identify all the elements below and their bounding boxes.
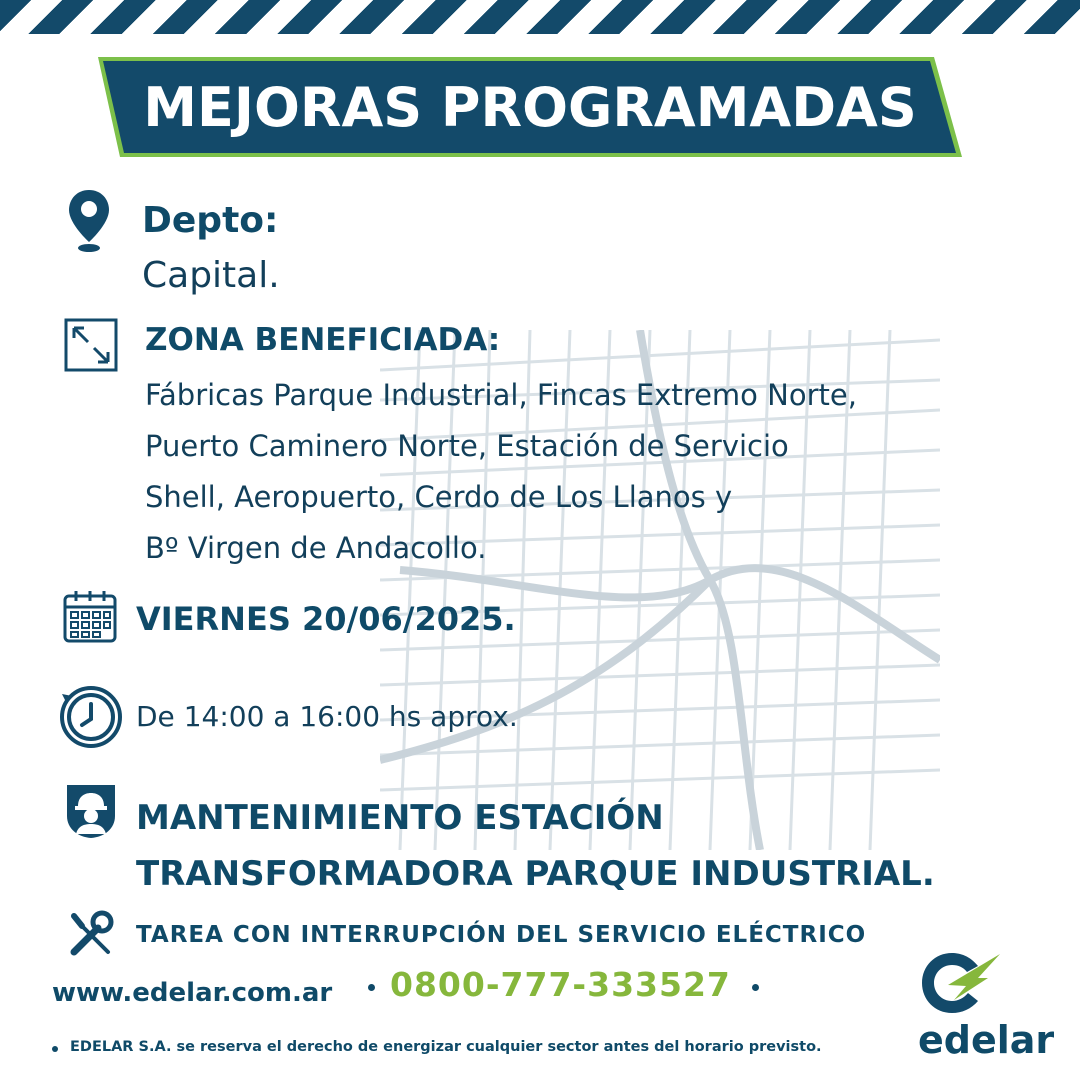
tools-icon <box>68 910 116 958</box>
depto-value: Capital. <box>142 255 280 296</box>
brand-name: edelar <box>918 1018 1055 1062</box>
zona-label: ZONA BENEFICIADA: <box>145 322 501 358</box>
zona-line: Shell, Aeropuerto, Cerdo de Los Llanos y <box>145 480 733 514</box>
edelar-logo-icon <box>918 948 1004 1018</box>
separator-dot <box>368 984 375 991</box>
zona-list <box>145 370 857 574</box>
worker-shield-icon <box>64 782 118 840</box>
phone-number[interactable]: 0800-777-333527 <box>390 965 731 1004</box>
work-description <box>136 790 935 902</box>
footnote: EDELAR S.A. se reserva el derecho de energizar cualquier sector antes del horario previsto. <box>70 1039 822 1055</box>
footnote-bullet <box>52 1046 58 1052</box>
task-notice: TAREA CON INTERRUPCIÓN DEL SERVICIO ELÉCTRICO <box>136 922 867 948</box>
separator-dot <box>752 984 759 991</box>
hazard-stripe-border <box>0 0 1080 34</box>
calendar-icon <box>62 588 118 644</box>
depto-label: Depto: <box>142 200 279 241</box>
page-title: MEJORAS PROGRAMADAS <box>143 75 917 139</box>
expand-arrows-icon <box>64 318 118 372</box>
zona-line: Fábricas Parque Industrial, Fincas Extremo Norte, <box>145 378 857 412</box>
event-time: De 14:00 a 16:00 hs aprox. <box>136 700 518 733</box>
website-link[interactable]: www.edelar.com.ar <box>52 978 333 1008</box>
work-line: TRANSFORMADORA PARQUE INDUSTRIAL. <box>136 854 935 894</box>
zona-line: Puerto Caminero Norte, Estación de Servicio <box>145 429 789 463</box>
location-pin-icon <box>66 188 112 254</box>
zona-line: Bº Virgen de Andacollo. <box>145 531 487 565</box>
event-date: VIERNES 20/06/2025. <box>136 600 516 638</box>
clock-icon <box>58 684 124 750</box>
work-line: MANTENIMIENTO ESTACIÓN <box>136 798 664 838</box>
